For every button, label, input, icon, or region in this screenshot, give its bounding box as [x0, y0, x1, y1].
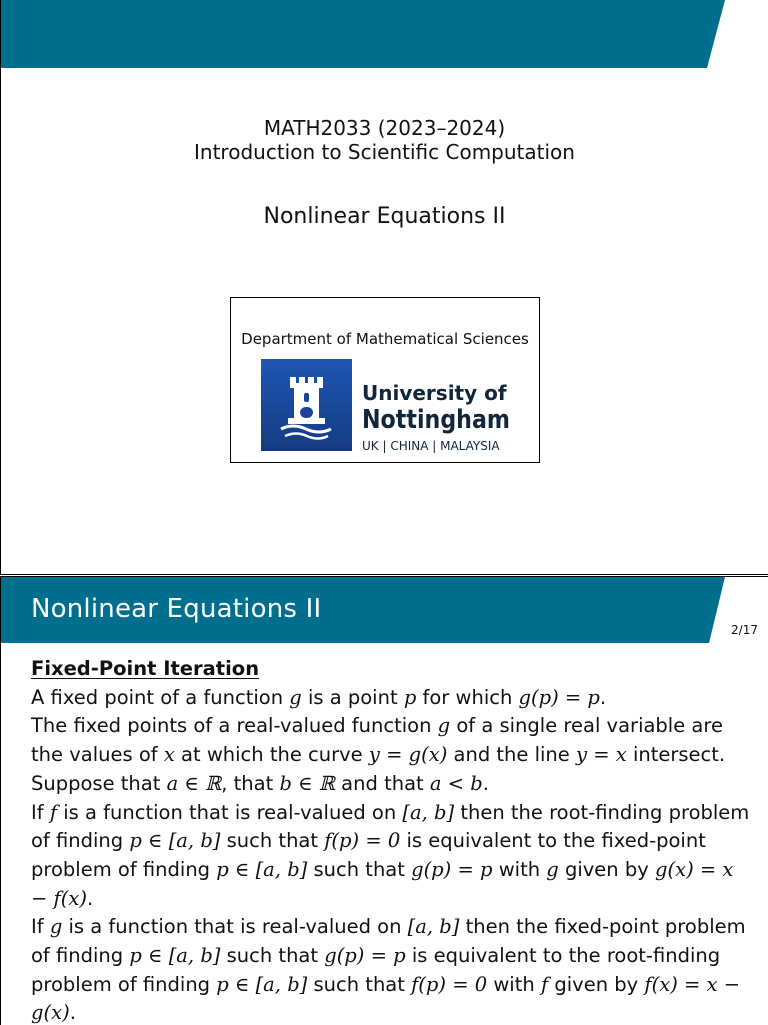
title-slide-banner	[1, 0, 768, 68]
university-wordmark	[362, 374, 532, 458]
lecture-title: Nonlinear Equations II	[263, 204, 506, 229]
slide-body	[31, 655, 751, 1025]
university-crest-icon	[261, 359, 352, 451]
paragraph-4: If f is a function that is real-valued on [a, b] then the root-finding problem of finding p ∈ [a, b] such that f(p) = 0 is equivalent to the fixed-point problem of finding p ∈ [a, b] such that g(p) = p with g given by g(x) = x − f(x).	[31, 800, 750, 910]
wordmark-line2: Nottingham	[362, 405, 510, 435]
paragraph-5: If g is a function that is real-valued on [a, b] then the fixed-point problem of finding p ∈ [a, b] such that g(p) = p is equivalent to the root-finding problem of finding p ∈ [a, b] such that f(p) = 0 with f given by f(x) = x − g(x).	[31, 915, 746, 1025]
course-heading	[1, 116, 768, 140]
slide-title: Nonlinear Equations II	[31, 594, 322, 624]
department-logo-box	[230, 297, 540, 463]
paragraph-2: The fixed points of a real-valued function g of a single real variable are the values of x at which the curve y = g(x) and the line y = x intersect.	[31, 714, 726, 767]
paragraph-1: A fixed point of a function g is a point p for which g(p) = p.	[31, 685, 607, 709]
course-title: Introduction to Scientific Computation	[194, 140, 575, 164]
content-slide	[0, 576, 768, 1025]
course-year: (2023–2024)	[377, 116, 506, 140]
paragraph-3: Suppose that a ∈ ℝ, that b ∈ ℝ and that a < b.	[31, 771, 489, 795]
page-number: 2/17	[731, 623, 758, 637]
wordmark-campuses: UK | CHINA | MALAYSIA	[362, 439, 500, 453]
department-name: Department of Mathematical Sciences	[241, 330, 529, 348]
section-heading: Fixed-Point Iteration	[31, 657, 260, 680]
wordmark-line1: University of	[362, 381, 507, 405]
course-code: MATH2033	[263, 116, 372, 140]
